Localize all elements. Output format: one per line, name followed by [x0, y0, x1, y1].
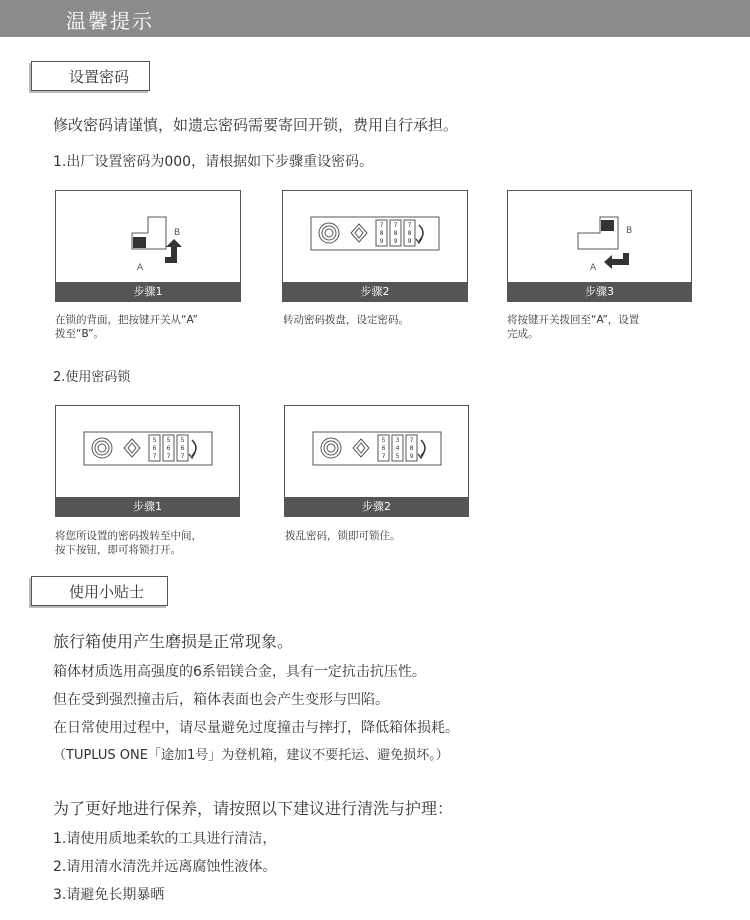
- svg-text:3: 3: [395, 437, 400, 444]
- use-lock-heading: 2.使用密码锁: [53, 370, 131, 385]
- care-item-1: 1.请使用质地柔软的工具进行清洁，: [53, 831, 277, 847]
- caption-set-3: 将按键开关拨回至“A”，设置 完成。: [507, 314, 640, 340]
- tip-line-3: 但在受到强烈撞击后，箱体表面也会产生变形与凹陷。: [53, 692, 389, 708]
- svg-text:9: 9: [407, 238, 412, 245]
- svg-text:7: 7: [393, 222, 398, 229]
- caption-set-2: 转动密码拨盘，设定密码。: [283, 314, 409, 326]
- svg-text:6: 6: [180, 445, 185, 452]
- step-panel-set-1: [55, 190, 241, 302]
- dial-illustration: [285, 406, 468, 498]
- svg-text:7: 7: [180, 453, 185, 460]
- caption-set-1: 在锁的背面，把按键开关从“A” 拨至“B”。: [55, 314, 198, 340]
- tip-line-1: 旅行箱使用产生磨损是正常现象。: [53, 632, 294, 651]
- svg-text:7: 7: [379, 222, 384, 229]
- switch-b-to-a-illustration: [508, 191, 691, 283]
- svg-text:6: 6: [166, 445, 171, 452]
- step-bar: 步骤2: [283, 282, 467, 301]
- svg-text:5: 5: [152, 437, 157, 444]
- tip-line-5: （TUPLUS ONE「途加1号」为登机箱，建议不要托运、避免损坏。）: [53, 748, 449, 763]
- dial-illustration: [283, 191, 467, 283]
- tip-line-4: 在日常使用过程中，请尽量避免过度撞击与摔打，降低箱体损耗。: [53, 720, 459, 736]
- svg-text:6: 6: [152, 445, 157, 452]
- label-b: B: [626, 226, 633, 236]
- svg-text:8: 8: [409, 445, 414, 452]
- step-panel-set-2: [282, 190, 468, 302]
- step-bar: 步骤3: [508, 282, 691, 301]
- svg-text:5: 5: [395, 453, 400, 460]
- header-bar: [0, 0, 750, 37]
- label-a: A: [137, 263, 144, 273]
- svg-text:7: 7: [152, 453, 157, 460]
- set-password-heading: 1.出厂设置密码为000，请根据如下步骤重设密码。: [53, 154, 374, 170]
- dial-illustration: [56, 406, 239, 498]
- svg-text:5: 5: [180, 437, 185, 444]
- svg-text:7: 7: [409, 437, 414, 444]
- step-panel-use-2: [284, 405, 469, 517]
- svg-text:9: 9: [393, 238, 398, 245]
- svg-text:7: 7: [381, 453, 386, 460]
- header-title: 温馨提示: [66, 9, 154, 33]
- care-heading: 为了更好地进行保养，请按照以下建议进行清洗与护理：: [53, 799, 454, 818]
- svg-text:9: 9: [409, 453, 414, 460]
- svg-text:8: 8: [393, 230, 398, 237]
- svg-text:9: 9: [379, 238, 384, 245]
- care-item-2: 2.请用清水清洗并远离腐蚀性液体。: [53, 859, 277, 875]
- caption-use-2: 拨乱密码，锁即可锁住。: [285, 530, 401, 542]
- svg-text:8: 8: [379, 230, 384, 237]
- intro-text: 修改密码请谨慎，如遗忘密码需要寄回开锁，费用自行承担。: [53, 116, 459, 134]
- label-a: A: [590, 263, 597, 273]
- step-bar: 步骤2: [285, 497, 468, 516]
- svg-text:7: 7: [166, 453, 171, 460]
- svg-text:7: 7: [407, 222, 412, 229]
- svg-text:5: 5: [381, 437, 386, 444]
- caption-use-1: 将您所设置的密码拨转至中间， 按下按钮，即可将锁打开。: [55, 530, 202, 556]
- section-label-set-password: 设置密码: [31, 61, 150, 91]
- step-panel-set-3: [507, 190, 692, 302]
- step-bar: 步骤1: [56, 497, 239, 516]
- tip-line-2: 箱体材质选用高强度的6系铝镁合金，具有一定抗击抗压性。: [53, 664, 426, 680]
- switch-a-to-b-illustration: [56, 191, 240, 283]
- care-item-3: 3.请避免长期暴晒: [53, 887, 165, 903]
- svg-text:4: 4: [395, 445, 400, 452]
- label-b: B: [174, 228, 181, 238]
- step-panel-use-1: [55, 405, 240, 517]
- section-label-tips: 使用小贴士: [31, 576, 168, 606]
- svg-text:8: 8: [407, 230, 412, 237]
- svg-text:5: 5: [166, 437, 171, 444]
- svg-text:6: 6: [381, 445, 386, 452]
- step-bar: 步骤1: [56, 282, 240, 301]
